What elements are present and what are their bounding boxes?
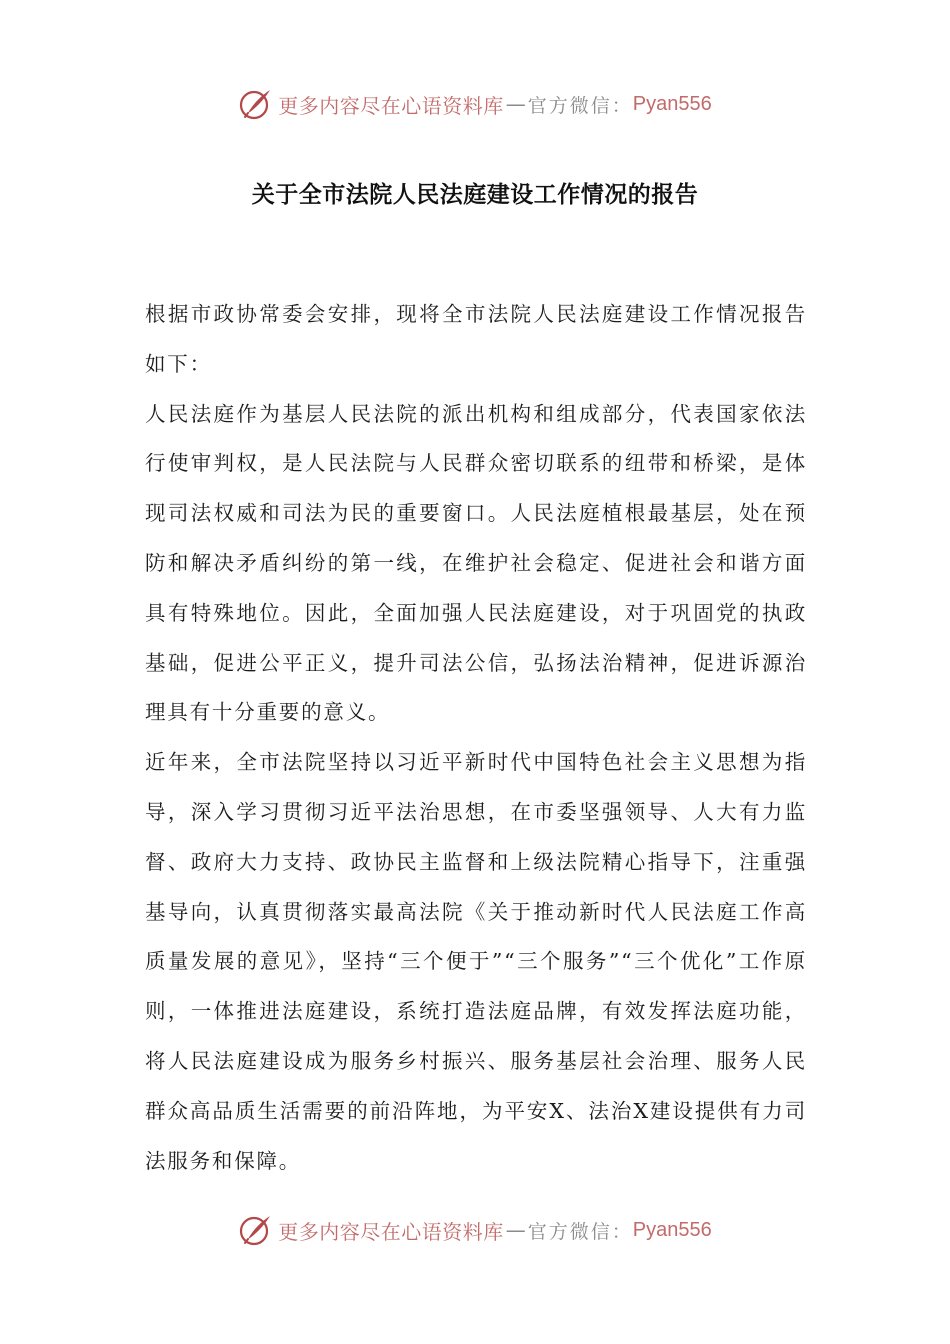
watermark-wechat-id: Pyan556 xyxy=(632,92,712,115)
footer-watermark-banner xyxy=(0,1208,950,1252)
quill-pen-icon xyxy=(238,86,274,122)
watermark-site-text: 更多内容尽在心语资料库 xyxy=(278,93,504,118)
header-watermark-banner xyxy=(0,82,950,126)
paragraph-significance: 人民法庭作为基层人民法院的派出机构和组成部分，代表国家依法行使审判权，是人民法院与人民群众密切联系的纽带和桥梁，是体现司法权威和司法为民的重要窗口。人民法庭植根最基层，处在预防和解决矛盾纠纷的第一线，在维护社会稳定、促进社会和谐方面具有特殊地位。因此，全面加强人民法庭建设，对于巩固党的执政基础，促进公平正义，提升司法公信，弘扬法治精神，促进诉源治理具有十分重要的意义。 xyxy=(145,401,807,725)
watermark-label: 官方微信： xyxy=(527,94,633,117)
document-title: 关于全市法院人民法庭建设工作情况的报告 xyxy=(251,182,699,208)
paragraph-intro: 根据市政协常委会安排，现将全市法院人民法庭建设工作情况报告如下： xyxy=(145,302,807,376)
watermark-label: 官方微信： xyxy=(527,1220,633,1243)
watermark-dash: — xyxy=(505,1218,526,1242)
quill-pen-icon xyxy=(238,1212,274,1248)
watermark-site-text: 更多内容尽在心语资料库 xyxy=(278,1219,504,1244)
watermark-dash: — xyxy=(505,92,526,116)
document-body xyxy=(145,290,807,1186)
watermark-wechat-id: Pyan556 xyxy=(632,1218,712,1241)
paragraph-recent-work: 近年来，全市法院坚持以习近平新时代中国特色社会主义思想为指导，深入学习贯彻习近平法治思想，在市委坚强领导、人大有力监督、政府大力支持、政协民主监督和上级法院精心指导下，注重强基导向，认真贯彻落实最高法院《关于推动新时代人民法庭工作高质量发展的意见》，坚持“三个便于”“三个服务”“三个优化”工作原则，一体推进法庭建设，系统打造法庭品牌，有效发挥法庭功能，将人民法庭建设成为服务乡村振兴、服务基层社会治理、服务人民群众高品质生活需要的前沿阵地，为平安X、法治X建设提供有力司法服务和保障。 xyxy=(145,750,807,1173)
